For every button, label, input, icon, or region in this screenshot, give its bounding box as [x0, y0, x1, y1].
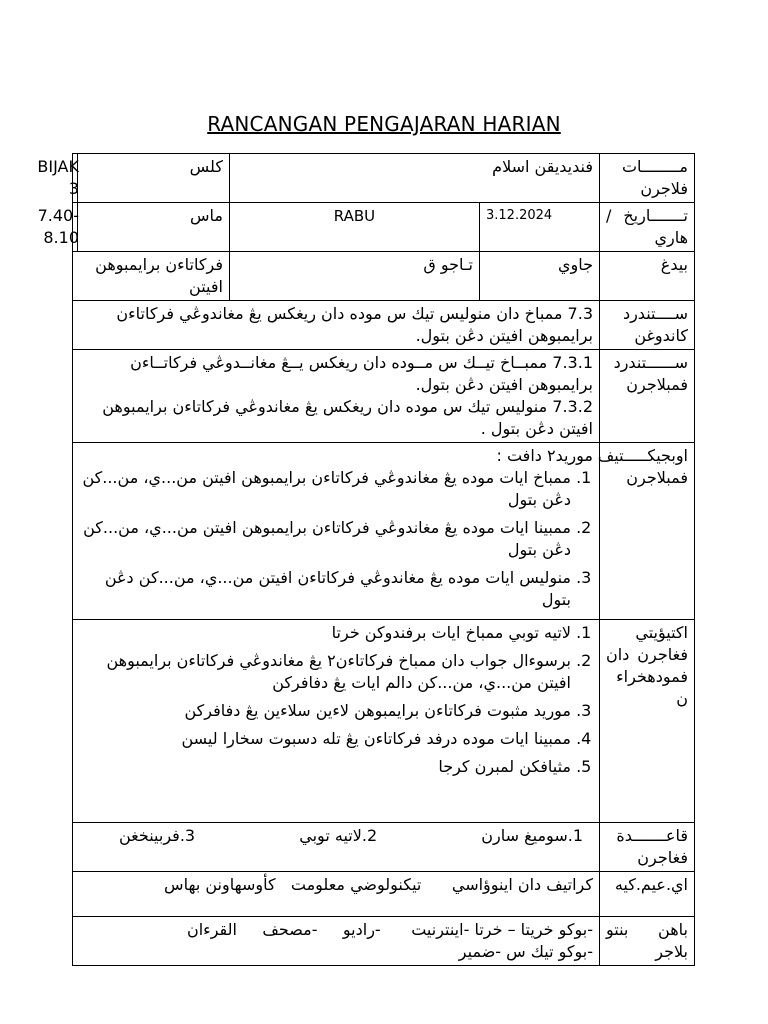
teaching-aids-line: -بوكو خريتا – خرتا -اينترنيت -راديو -مصحف القرءان	[186, 920, 593, 939]
label-activities: اكتيؤيتي فغاجرن دان فمودهخراء ن	[600, 620, 695, 823]
list-item: 1. لاتيه توبي ممباخ ايات برفندوكن خرتا	[79, 622, 571, 644]
value-date: 3.12.2024	[480, 203, 600, 252]
row-learning-standard	[73, 350, 695, 443]
label-time: ماس	[77, 203, 229, 252]
label-learning-standard: ســــــتندرد فمبلاجرن	[600, 350, 695, 443]
label-topic: تـاجو ق	[229, 252, 479, 301]
label-class: كلس	[77, 154, 229, 203]
label-teaching-aids: باهن بنتو بلاجر	[600, 917, 695, 966]
list-item: 3. منوليس ايات موده يڠ مغاندوڠي فركاتاءن افيتن من...ي، من...كن دڠن بتول	[79, 567, 571, 611]
label-objectives: اوبجيكـــــتيف فمبلاجرن	[600, 443, 695, 620]
value-teaching-aids	[73, 917, 600, 966]
method-item: 2.لاتيه توبي	[299, 826, 378, 845]
learning-standard-line: 7.3.1 ممبــاخ تيــك س مــوده دان ريغكس يــڠ مغانــدوڠي فركاتــاءن برايمبوهن افيتن دڠن بتول.	[130, 353, 593, 394]
label-content-standard: ســــتندرد كاندوغن	[600, 301, 695, 350]
value-topic: فركاتاءن برايمبوهن افيتن	[73, 252, 230, 301]
label-method: قاعـــــــدة فغاجرن	[600, 823, 695, 872]
teaching-aids-line: -بوكو تيك س -ضمير	[458, 942, 593, 961]
list-item: 4. ممبينا ايات موده درفد فركاتاءن يڠ تله دسبوت سخارا ليسن	[79, 728, 571, 750]
list-item: 2. ممبينا ايات موده يڠ مغاندوڠي فركاتاءن برايمبوهن افيتن من...ي، من...كن دڠن بتول	[79, 517, 571, 561]
list-item: 2. برسوءال جواب دان ممباخ فركاتاءن٢ يڠ مغاندوڠي فركاتاءن برايمبوهن افيتن من...ي، من...كن دالم ايات يڠ دفافركن	[79, 650, 571, 694]
label-subject: مــــــــات فلاجرن	[600, 154, 695, 203]
value-learning-standard	[73, 350, 600, 443]
row-teaching-aids	[73, 917, 695, 966]
value-content-standard: 7.3 ممباخ دان منوليس تيك س موده دان ريغكس يڠ مغاندوڠي فركاتاءن برايمبوهن افيتن دڠن بتول.	[73, 301, 600, 350]
row-eka	[73, 872, 695, 917]
row-date-time	[73, 203, 695, 252]
value-method	[73, 823, 600, 872]
label-eka: اي.عيم.كيه	[600, 872, 695, 917]
row-objectives	[73, 443, 695, 620]
learning-standard-line: 7.3.2 منوليس تيك س موده دان ريغكس يڠ مغاندوڠي فركاتاءن برايمبوهن افيتن دڠن بتول .	[102, 397, 593, 438]
objectives-intro: موريد٢ دافت :	[496, 446, 593, 465]
row-subject-class	[73, 154, 695, 203]
value-objectives	[73, 443, 600, 620]
value-activities	[73, 620, 600, 823]
value-subject: فنديديقن اسلام	[229, 154, 599, 203]
label-field: بيدغ	[600, 252, 695, 301]
row-field-topic	[73, 252, 695, 301]
value-time: 7.40-8.10	[73, 203, 78, 252]
value-eka: كراتيف دان اينوؤاسي تيكنولوضي معلومت كأوسهاونن بهاس	[73, 872, 600, 917]
value-class: BIJAK 3	[73, 154, 78, 203]
lesson-plan-table	[37, 153, 695, 966]
objectives-list	[79, 467, 593, 611]
list-item: 5. مثيافكن لمبرن كرجا	[79, 756, 571, 778]
list-item: 1. ممباخ ايات موده يڠ مغاندوڠي فركاتاءن برايمبوهن افيتن من...ي، من...كن دڠن بتول	[79, 467, 571, 511]
value-field: جاوي	[480, 252, 600, 301]
row-activities	[73, 620, 695, 823]
page-title: RANCANGAN PENGAJARAN HARIAN	[207, 112, 561, 136]
method-item: 3.فربينخغن	[119, 826, 196, 845]
activities-list	[79, 622, 593, 778]
row-method	[73, 823, 695, 872]
method-item: 1.سوميغ سارن	[481, 826, 583, 845]
value-day: RABU	[229, 203, 479, 252]
list-item: 3. موريد مثبوت فركاتاءن برايمبوهن لاءين سلاءين يڠ دفافركن	[79, 700, 571, 722]
label-date-day: تـــــــاريخ /هاري	[600, 203, 695, 252]
row-content-standard	[73, 301, 695, 350]
